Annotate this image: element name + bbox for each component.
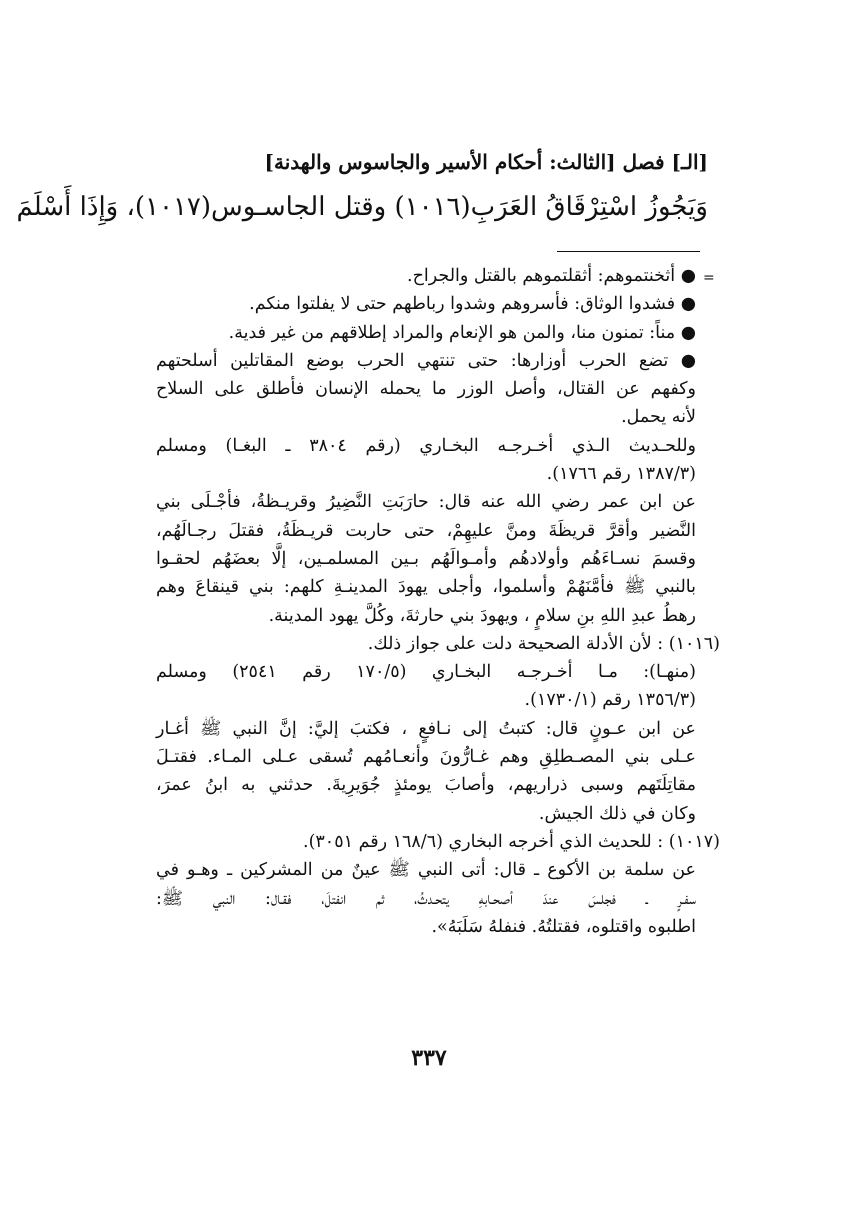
footnote-line: عن ابن عمر رضي الله عنه قال: حارَبَتِ النَّضِيرُ وقريـظةُ، فأجْـلَى بني [156,492,696,513]
continuation-mark: = [703,270,715,286]
footnote-line: (١٣٨٧/٣ رقم ١٧٦٦). [546,464,696,485]
footnote-line: رهطُ عبدِ اللهِ بنِ سلامٍ ، ويهودَ بني حارثةَ، وكُلَّ يهود المدينة. [268,605,696,626]
footnote-line: لأنه يحمل. [621,407,696,428]
footnote-line: وكفهم عن القتال، وأصل الوزر ما يحمله الإنسان فأطلق على السلاح [156,379,696,400]
footnote-line: ● فشدوا الوثاق: فأسروهم وشدوا رباطهم حتى لا يفلتوا منكم. [249,294,696,315]
footnote-line: سفـرٍ ـ فجلسَ عندَ أصحـابهِ يتحـدثُ، ثم انفتلَ، فقـال: النبي ﷺ: [156,888,696,909]
footnote-line: عـلى بني المصـطلِقِ وهم غـارُّونَ وأنعـامُهم تُسقى عـلى المـاء. فقتـلَ [156,747,696,768]
footnote-line: وكان في ذلك الجيش. [538,803,696,824]
footnote-separator-rule [557,251,700,252]
footnote-line: عن ابن عـونٍ قال: كتبتُ إلى نـافعٍ ، فكتبَ إليَّ: إنَّ النبي ﷺ أغـار [156,718,696,739]
footnote-line: وقسمَ نسـاءَهُم وأولادهُم وأمـوالَهُم بـين المسلمـين، إلَّا بعضَهُم لحقـوا [156,548,696,569]
main-text: وَيَجُوزُ اسْتِرْقَاقُ العَرَبِ(١٠١٦) وقتل الجاسـوس(١٠١٧)، وَإِذَا أَسْلَمَ [16,192,708,222]
footnote-line: ● أثخنتموهم: أثقلتموهم بالقتل والجراح. [407,266,696,286]
footnote-line: اطلبوه واقتلوه، فقتلتُهُ. فنفلهُ سَلَبَهُ». [431,916,696,937]
footnote-line: وللحـديث الـذي أخـرجـه البخـاري (رقم ٣٨٠٤ ـ البغـا) ومسلم [156,435,696,456]
footnote-number-line: (١٠١٦) : لأن الأدلة الصحيحة دلت على جواز ذلك. [367,633,720,654]
footnote-line: (منهـا): مـا أخـرجـه البخـاري (١٧٠/٥ رقم ٢٥٤١) ومسلم [156,662,696,683]
footnote-line: (١٣٥٦/٣ رقم (١٧٣٠/١). [524,690,696,711]
chapter-heading: [الـ] فصل [الثالث: أحكام الأسير والجاسوس والهدنة] [264,150,708,174]
footnote-line: بالنبي ﷺ فأمَّنَهُمْ وأسلموا، وأجلى يهودَ المدينـةِ كلهم: بني قينقاعَ وهم [156,577,696,598]
footnotes-block [156,262,720,941]
footnote-line: النَّضير وأقرَّ قريظَةَ ومنَّ عليهِمْ، حتى حاربت قريـظَةُ، فقتلَ رجـالَهُم، [156,520,696,541]
footnote-line: ● تضع الحرب أوزارها: حتى تنتهي الحرب بوضع المقاتلين أسلحتهم [156,350,696,371]
footnote-line: ● مناً: تمنون منا، والمن هو الإنعام والمراد إطلاقهم من غير فدية. [228,322,696,343]
page-number: ٣٣٧ [411,1045,447,1071]
footnote-line: عن سلمة بن الأكوع ـ قال: أتى النبي ﷺ عينٌ من المشركين ـ وهـو في [156,860,696,881]
footnote-number-line: (١٠١٧) : للحديث الذي أخرجه البخاري (١٦٨/٦ رقم ٣٠٥١). [303,831,720,852]
footnote-line: مقاتِلَتَهم وسبى ذراريهم، وأصابَ يومئذٍ جُوَيرِيةَ. حدثني به ابنُ عمرَ، [156,775,696,796]
